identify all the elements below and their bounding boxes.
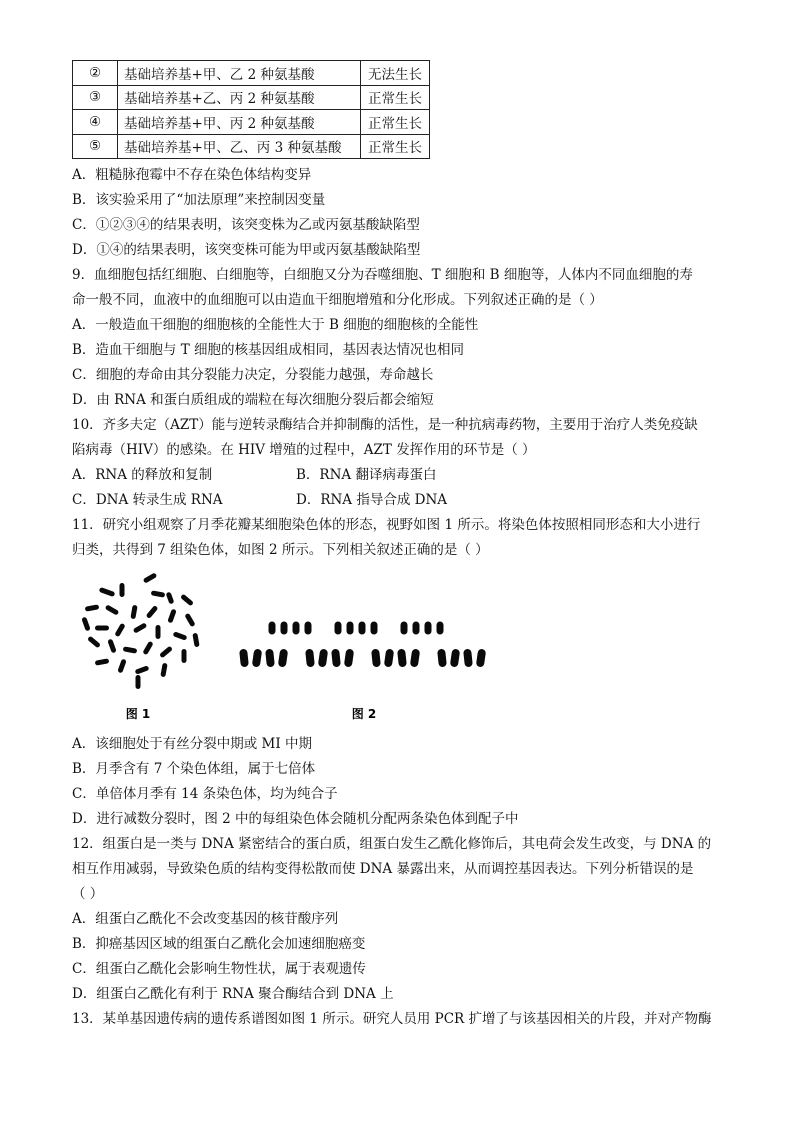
chromosome — [397, 649, 407, 668]
chromosome — [305, 622, 312, 635]
chromosome — [347, 622, 354, 635]
q9-option-b: B．造血干细胞与 T 细胞的核基因组成相同，基因表达情况也相同 — [72, 342, 465, 358]
chromosome — [437, 622, 444, 635]
q11-option-b: B．月季含有 7 个染色体组，属于七倍体 — [72, 761, 316, 777]
medium-cell: 基础培养基+甲、乙 2 种氨基酸 — [118, 61, 361, 86]
chromosome — [192, 633, 199, 648]
q9-option-a: A．一般造血干细胞的细胞核的全能性大于 B 细胞的细胞核的全能性 — [72, 317, 479, 333]
chromosome — [182, 649, 187, 663]
chromosome — [335, 622, 342, 635]
chromosome — [107, 639, 116, 654]
chromosome — [180, 594, 194, 607]
q13-stem-line1: 13．某单基因遗传病的遗传系谱图如图 1 所示。研究人员用 PCR 扩增了与该基因相关的片段，并对产物酶 — [72, 1011, 712, 1027]
chromosome — [265, 649, 275, 668]
chromosome — [95, 626, 109, 631]
chromosome — [463, 649, 473, 668]
chromosome — [371, 649, 381, 668]
chromosome — [293, 622, 300, 635]
figure-1-caption: 图 1 — [125, 707, 151, 721]
chromosome — [117, 659, 126, 674]
q12-option-b: B．抑癌基因区域的组蛋白乙酰化会加速细胞癌变 — [72, 936, 366, 952]
q11-stem-line1: 11．研究小组观察了月季花瓣某细胞染色体的形态，视野如图 1 所示。将染色体按照相同形态和大小进行 — [72, 517, 701, 533]
chromosome — [95, 658, 110, 665]
medium-cell: 基础培养基+甲、乙、丙 3 种氨基酸 — [118, 134, 361, 159]
chromosome — [166, 592, 175, 605]
chromosome — [425, 622, 432, 635]
chromosome — [476, 649, 486, 668]
chromosome — [384, 649, 394, 668]
q12-option-a: A．组蛋白乙酰化不会改变基因的核苷酸序列 — [72, 911, 339, 927]
chromosome — [85, 604, 100, 611]
chromosome — [305, 649, 315, 668]
q9-stem-line2: 命一般不同，血液中的血细胞可以由造血干细胞增殖和分化形成。下列叙述正确的是（ ） — [72, 292, 603, 308]
row-number: ⑤ — [73, 134, 118, 159]
table-row — [73, 134, 430, 159]
q8-option-c: C．①②③④的结果表明，该突变株为乙或丙氨基酸缺陷型 — [72, 217, 420, 233]
chromosome-figures — [72, 570, 492, 725]
q10-option-c: C．DNA 转录生成 RNA — [72, 492, 223, 508]
chromosome — [239, 649, 249, 668]
table-row — [73, 110, 430, 135]
chromosome — [81, 617, 90, 632]
result-cell: 正常生长 — [361, 85, 430, 110]
q12-option-c: C．组蛋白乙酰化会影响生物性状，属于表观遗传 — [72, 961, 366, 977]
q12-stem-line2: 相互作用减弱，导致染色质的结构变得松散而使 DNA 暴露出来，从而调控基因表达。下列分析错误的是 — [72, 861, 694, 877]
result-cell: 无法生长 — [361, 61, 430, 86]
chromosome — [359, 622, 366, 635]
chromosome — [269, 622, 276, 635]
q12-stem-line1: 12．组蛋白是一类与 DNA 紧密结合的蛋白质，组蛋白发生乙酰化修饰后，其电荷会发生改变，与 DNA 的 — [72, 836, 712, 852]
row-number: ③ — [73, 85, 118, 110]
chromosome — [130, 605, 137, 620]
chromosome — [160, 663, 167, 678]
q10-stem-line1: 10．齐多夫定（AZT）能与逆转录酶结合并抑制酶的活性，是一种抗病毒药物，主要用于治疗人类免疫缺 — [72, 417, 698, 433]
chromosome — [278, 649, 288, 668]
q10-stem-line2: 陷病毒（HIV）的感染。在 HIV 增殖的过程中，AZT 发挥作用的环节是（ ） — [72, 442, 536, 458]
chromosome — [159, 646, 173, 659]
chromosome — [142, 641, 153, 656]
chromosome-figures-svg — [72, 570, 492, 725]
medium-cell: 基础培养基+乙、丙 2 种氨基酸 — [118, 85, 361, 110]
table-row — [73, 61, 430, 86]
result-cell: 正常生长 — [361, 134, 430, 159]
q11-option-d: D．进行减数分裂时，图 2 中的每组染色体会随机分配两条染色体到配子中 — [72, 811, 519, 827]
q9-option-d: D．由 RNA 和蛋白质组成的端粒在每次细胞分裂后都会缩短 — [72, 392, 434, 408]
chromosome — [410, 649, 420, 668]
chromosome — [318, 649, 328, 668]
chromosome — [371, 622, 378, 635]
q11-option-a: A．该细胞处于有丝分裂中期或 MI 中期 — [72, 736, 312, 752]
figure-2-karyotype — [239, 622, 486, 668]
chromosome — [281, 622, 288, 635]
chromosome — [344, 649, 354, 668]
row-number: ④ — [73, 110, 118, 135]
chromosome — [136, 675, 141, 689]
chromosome — [450, 649, 460, 668]
q10-option-a: A．RNA 的释放和复制 — [72, 467, 213, 483]
chromosome — [120, 583, 125, 597]
q10-option-b: B．RNA 翻译病毒蛋白 — [296, 467, 437, 483]
experiment-table — [72, 60, 430, 159]
chromosome — [401, 622, 408, 635]
q8-option-d: D．①④的结果表明，该突变株可能为甲或丙氨基酸缺陷型 — [72, 242, 421, 258]
result-cell: 正常生长 — [361, 110, 430, 135]
chromosome — [114, 623, 125, 638]
table-row — [73, 85, 430, 110]
chromosome — [87, 636, 101, 649]
chromosome — [146, 605, 159, 619]
figure-1-chromosome-spread — [81, 572, 199, 689]
chromosome — [331, 649, 341, 668]
q11-option-c: C．单倍体月季有 14 条染色体，均为纯合子 — [72, 786, 338, 802]
figure-2-caption: 图 2 — [351, 707, 377, 721]
q9-stem-line1: 9．血细胞包括红细胞、白细胞等，白细胞又分为吞噬细胞、T 细胞和 B 细胞等，人体内不同血细胞的寿 — [72, 267, 693, 283]
q10-option-d: D．RNA 指导合成 DNA — [296, 492, 448, 508]
chromosome — [156, 625, 161, 639]
chromosome — [143, 572, 158, 583]
q11-stem-line2: 归类，共得到 7 组染色体，如图 2 所示。下列相关叙述正确的是（ ） — [72, 542, 489, 558]
q8-option-b: B．该实验采用了“加法原理”来控制因变量 — [72, 192, 326, 208]
chromosome — [413, 622, 420, 635]
chromosome — [184, 613, 195, 628]
chromosome — [99, 587, 116, 597]
chromosome — [252, 649, 262, 668]
row-number: ② — [73, 61, 118, 86]
chromosome — [133, 622, 148, 633]
medium-cell: 基础培养基+甲、丙 2 种氨基酸 — [118, 110, 361, 135]
chromosome — [437, 649, 447, 668]
q12-option-d: D．组蛋白乙酰化有利于 RNA 聚合酶结合到 DNA 上 — [72, 986, 394, 1002]
chromosome — [151, 590, 166, 597]
chromosome — [135, 665, 150, 674]
chromosome — [105, 604, 120, 615]
q8-option-a: A．粗糙脉孢霉中不存在染色体结构变异 — [72, 167, 312, 183]
chromosome — [123, 646, 138, 653]
chromosome — [173, 631, 188, 640]
q12-stem-line3: （ ） — [72, 886, 104, 902]
chromosome — [167, 609, 176, 624]
q9-option-c: C．细胞的寿命由其分裂能力决定，分裂能力越强，寿命越长 — [72, 367, 434, 383]
